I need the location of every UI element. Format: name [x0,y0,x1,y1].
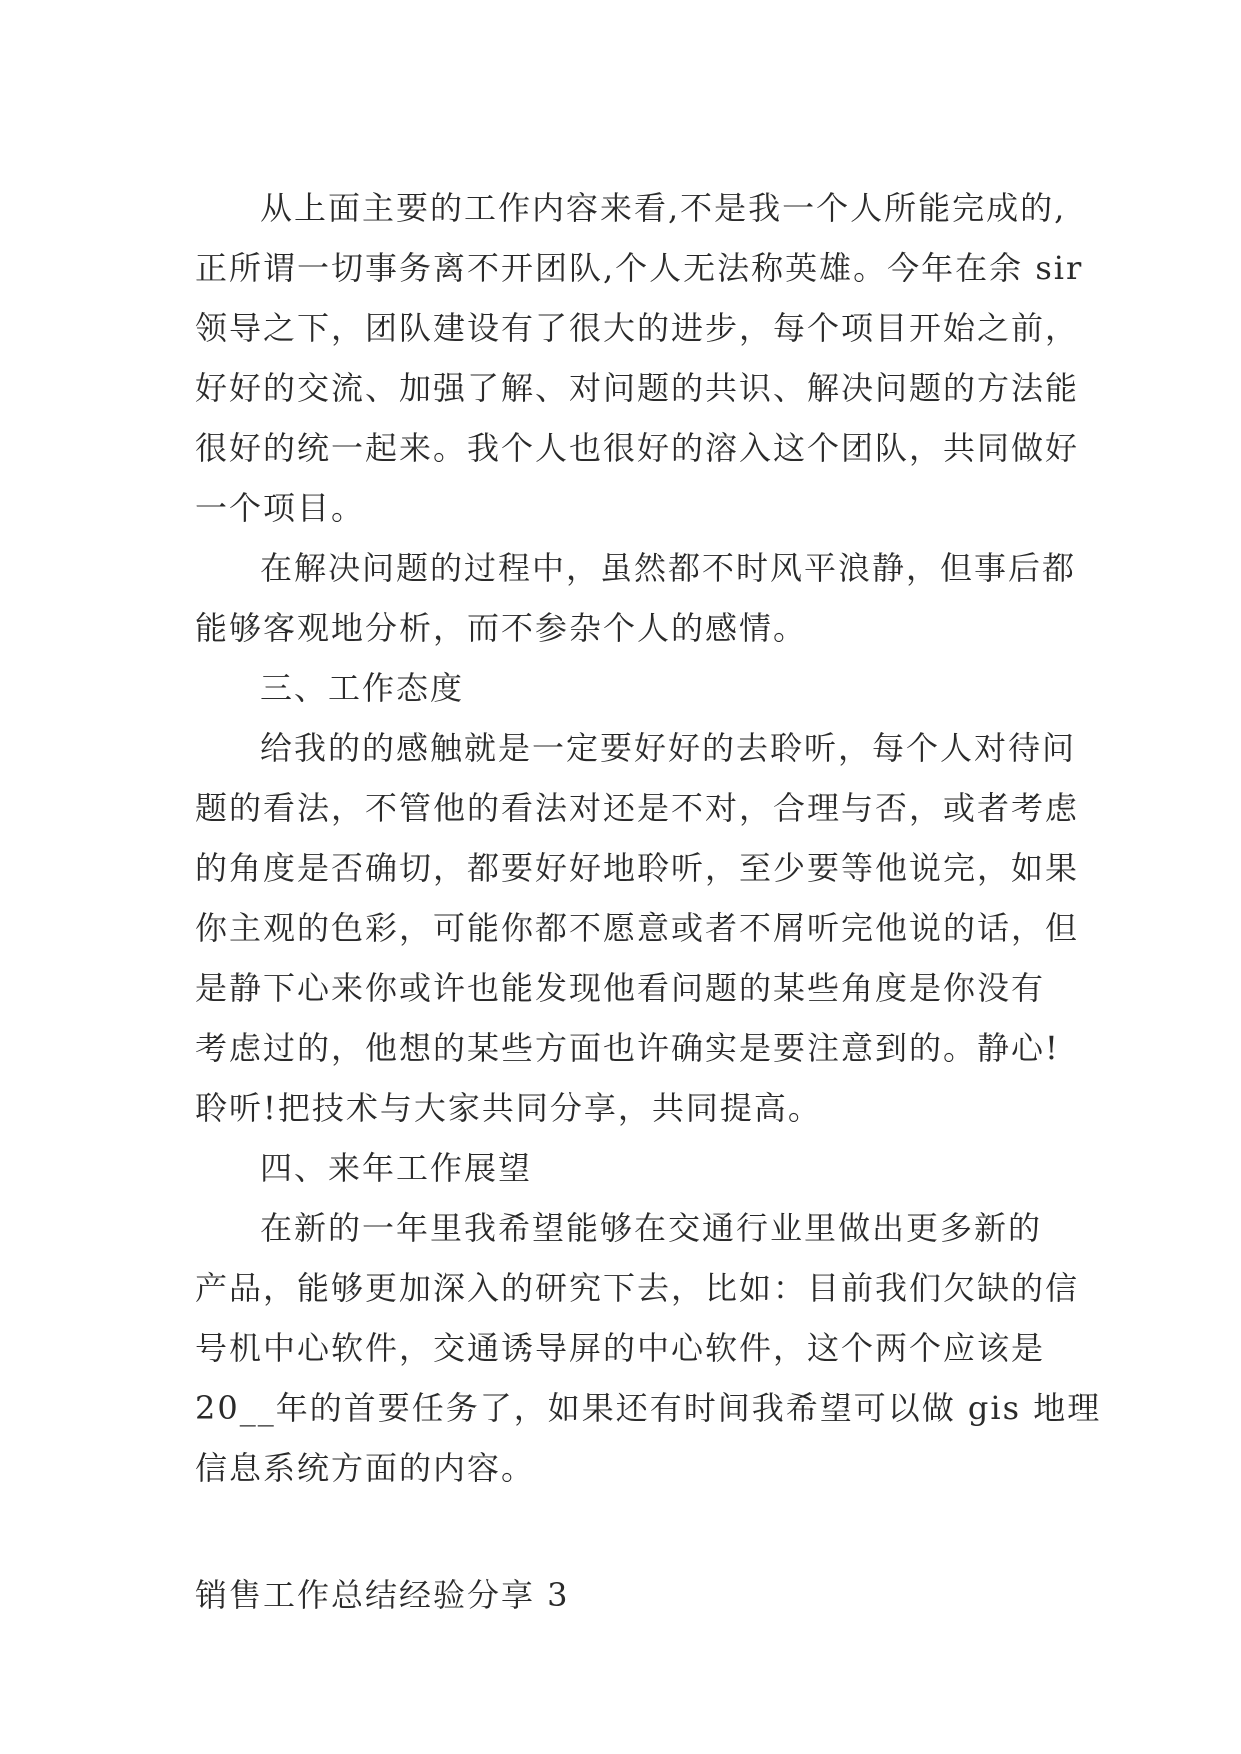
paragraph-line: 20__年的首要任务了，如果还有时间我希望可以做 gis 地理 [195,1389,1102,1427]
paragraph-line: 给我的的感触就是一定要好好的去聆听，每个人对待问 [260,729,1077,767]
paragraph-line: 你主观的色彩，可能你都不愿意或者不屑听完他说的话，但 [195,909,1080,947]
paragraph-line: 考虑过的，他想的某些方面也许确实是要注意到的。静心! [195,1029,1060,1067]
document-body [0,178,1241,1498]
paragraph-teamwork [0,178,1241,538]
paragraph-line: 一个项目。 [195,489,366,527]
paragraph-line: 正所谓一切事务离不开团队,个人无法称英雄。今年在余 sir [195,249,1084,287]
paragraph-problem-solving [0,538,1241,658]
document-section-title: 销售工作总结经验分享 3 [195,1576,570,1614]
paragraph-line: 在解决问题的过程中，虽然都不时风平浪静，但事后都 [260,549,1077,587]
paragraph-line: 很好的统一起来。我个人也很好的溶入这个团队，共同做好 [195,429,1080,467]
paragraph-line: 产品，能够更加深入的研究下去，比如：目前我们欠缺的信 [195,1269,1080,1307]
paragraph-line: 聆听!把技术与大家共同分享，共同提高。 [195,1089,822,1127]
paragraph-line: 在新的一年里我希望能够在交通行业里做出更多新的 [260,1209,1043,1247]
paragraph-line: 题的看法，不管他的看法对还是不对，合理与否，或者考虑 [195,789,1080,827]
paragraph-line: 信息系统方面的内容。 [195,1449,536,1487]
paragraph-line: 是静下心来你或许也能发现他看问题的某些角度是你没有 [195,969,1046,1007]
paragraph-line: 的角度是否确切，都要好好地聆听，至少要等他说完，如果 [195,849,1080,887]
paragraph-work-attitude [0,718,1241,1138]
paragraph-line: 从上面主要的工作内容来看,不是我一个人所能完成的, [260,189,1067,227]
paragraph-line: 号机中心软件，交通诱导屏的中心软件，这个两个应该是 [195,1329,1046,1367]
section-heading-outlook: 四、来年工作展望 [260,1149,533,1187]
paragraph-line: 能够客观地分析，而不参杂个人的感情。 [195,609,808,647]
section-heading-work-attitude: 三、工作态度 [260,669,465,707]
paragraph-outlook [0,1198,1241,1498]
paragraph-line: 好好的交流、加强了解、对问题的共识、解决问题的方法能 [195,369,1080,407]
paragraph-line: 领导之下，团队建设有了很大的进步，每个项目开始之前， [195,309,1080,347]
